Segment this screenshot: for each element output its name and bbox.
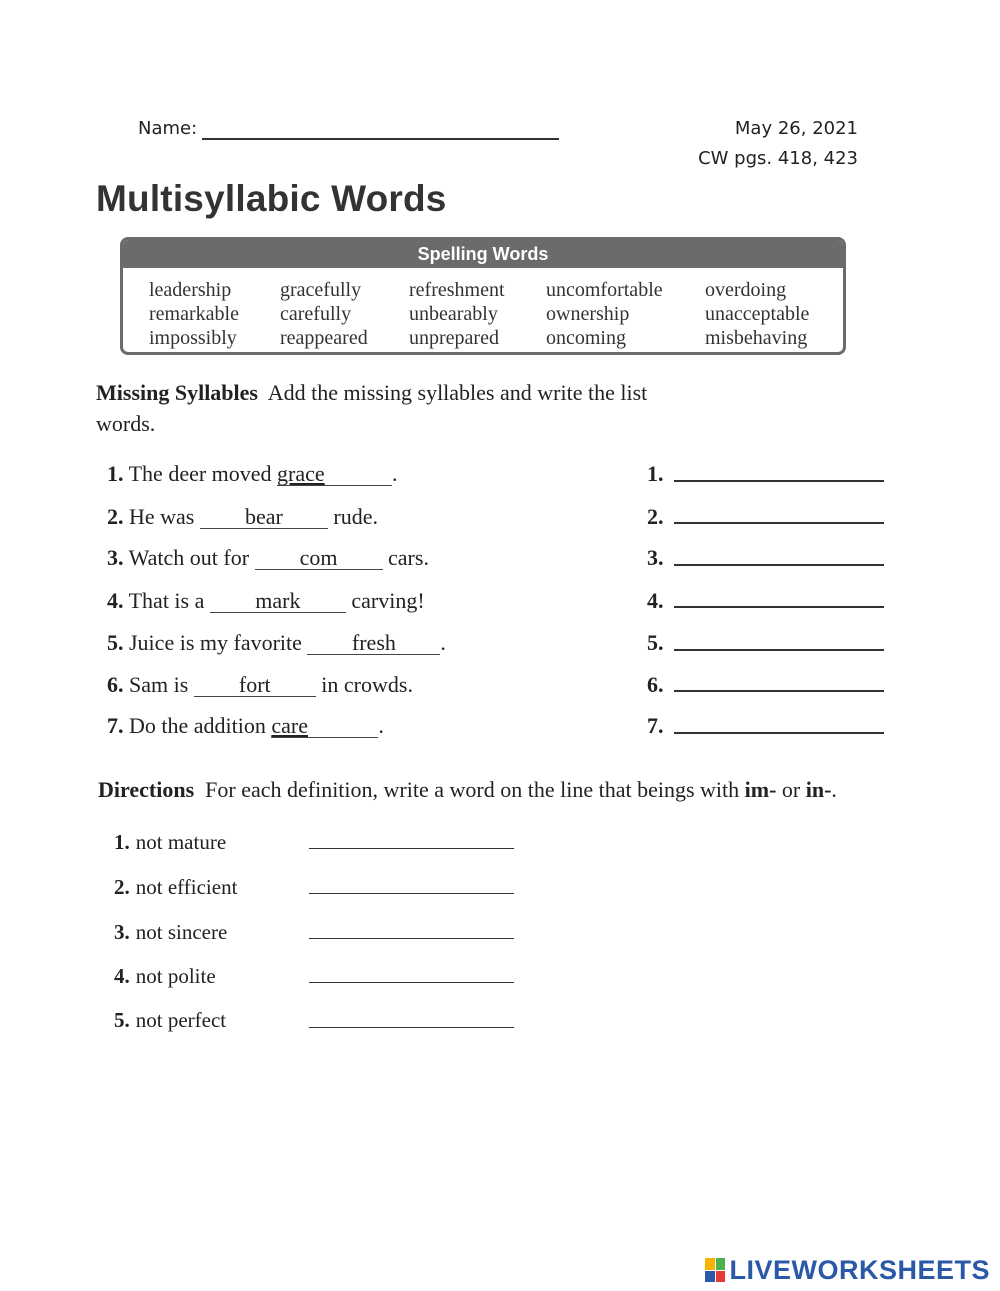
given-syllable: com [299,545,338,570]
question-text-end: in crowds. [315,672,413,697]
question-item [107,504,378,530]
definition-number: 3. [114,920,130,944]
question-item [107,672,413,698]
directions-instruction: For each definition, write a word on the line that beings with [205,777,745,802]
spelling-word: refreshment [409,279,505,301]
answer-number: 4. [647,588,664,613]
question-text: The deer moved [128,461,278,486]
missing-syllables-heading [96,377,656,439]
definition-number: 5. [114,1008,130,1032]
definition-item [114,830,226,855]
directions-end: . [831,777,837,802]
spelling-word: impossibly [149,327,237,349]
section-instruction: Add the missing syllables and write the list words. [96,380,648,436]
question-item [107,630,446,656]
answer-number: 5. [647,630,664,655]
definition-item [114,964,216,989]
question-text-end: . [392,461,398,486]
spelling-words-heading: Spelling Words [123,240,843,268]
syllable-blank[interactable] [210,590,346,613]
spelling-word: unprepared [409,327,499,349]
spelling-word: gracefully [280,279,362,301]
question-number: 3. [107,545,124,570]
name-input-line[interactable] [202,138,559,140]
question-number: 5. [107,630,124,655]
spelling-column-3 [409,278,505,350]
answer-line[interactable] [674,690,884,692]
question-text-end: rude. [327,504,378,529]
answer-number: 3. [647,545,664,570]
definition-text: not efficient [135,875,238,899]
question-text-end: carving! [345,588,425,613]
prefix-im: im- [744,777,777,802]
question-text: That is a [128,588,210,613]
given-syllable: fresh [351,630,396,655]
name-label: Name: [138,118,198,139]
given-syllable: care [271,713,308,738]
definition-text: not perfect [135,1008,227,1032]
spelling-words-box [120,237,846,355]
definition-answer-line[interactable] [309,982,514,983]
question-number: 1. [107,461,124,486]
question-text-end: cars. [382,545,429,570]
logo-square [705,1271,715,1283]
spelling-column-4 [546,278,663,350]
question-item [107,713,384,739]
answer-line[interactable] [674,606,884,608]
question-text: Sam is [129,672,194,697]
question-text: Do the addition [129,713,272,738]
prefix-in: in- [805,777,832,802]
question-number: 7. [107,713,124,738]
logo-square [716,1271,726,1283]
definition-answer-line[interactable] [309,938,514,939]
syllable-blank[interactable] [307,632,440,655]
syllable-blank[interactable] [194,674,316,697]
definition-number: 2. [114,875,130,899]
answer-line[interactable] [674,522,884,524]
logo-square [705,1258,715,1270]
definition-text: not mature [135,830,227,854]
syllable-blank[interactable] [271,715,378,738]
definition-number: 1. [114,830,130,854]
directions-text [98,777,837,803]
spelling-column-1 [149,278,239,350]
answer-line[interactable] [674,564,884,566]
spelling-word: remarkable [149,303,239,325]
definition-item [114,920,227,945]
liveworksheets-logo[interactable] [705,1255,990,1285]
definition-text: not sincere [135,920,228,944]
spelling-word: misbehaving [705,327,808,349]
spelling-word: unbearably [409,303,498,325]
spelling-word: uncomfortable [546,279,663,301]
logo-text: LIVEWORKSHEETS [729,1254,990,1285]
definition-text: not polite [135,964,216,988]
question-text: Watch out for [128,545,255,570]
spelling-word: unacceptable [705,303,810,325]
spelling-word: reappeared [280,327,368,349]
question-item [107,545,429,571]
spelling-word: carefully [280,303,352,325]
syllable-blank[interactable] [277,463,392,486]
definition-answer-line[interactable] [309,848,514,849]
directions-heading: Directions [98,777,195,802]
definition-item [114,875,237,900]
answer-line[interactable] [674,732,884,734]
spelling-word: oncoming [546,327,626,349]
definition-number: 4. [114,964,130,988]
question-text-end: . [440,630,446,655]
given-syllable: grace [277,461,325,486]
spelling-column-5 [705,278,809,350]
pages-reference: CW pgs. 418, 423 [698,148,858,169]
syllable-blank[interactable] [200,506,328,529]
answer-line[interactable] [674,480,884,482]
definition-answer-line[interactable] [309,893,514,894]
spelling-word: ownership [546,303,630,325]
question-number: 6. [107,672,124,697]
spelling-column-2 [280,278,368,350]
answer-number: 6. [647,672,664,697]
definition-answer-line[interactable] [309,1027,514,1028]
question-item [107,588,425,614]
given-syllable: fort [238,672,271,697]
directions-or: or [776,777,806,802]
answer-number: 2. [647,504,664,529]
answer-number: 1. [647,461,664,486]
page-title: Multisyllabic Words [96,178,447,219]
spelling-word: overdoing [705,279,787,301]
definition-item [114,1008,226,1033]
given-syllable: mark [255,588,301,613]
question-item [107,461,398,487]
syllable-blank[interactable] [255,547,383,570]
question-text-end: . [378,713,384,738]
liveworksheets-logo-icon [705,1258,725,1282]
section-title: Missing Syllables [96,380,258,405]
answer-number: 7. [647,713,664,738]
question-number: 2. [107,504,124,529]
logo-square [716,1258,726,1270]
spelling-word: leadership [149,279,232,301]
given-syllable: bear [244,504,283,529]
question-number: 4. [107,588,124,613]
question-text: Juice is my favorite [129,630,308,655]
question-text: He was [129,504,200,529]
answer-line[interactable] [674,649,884,651]
date-text: May 26, 2021 [734,118,858,139]
